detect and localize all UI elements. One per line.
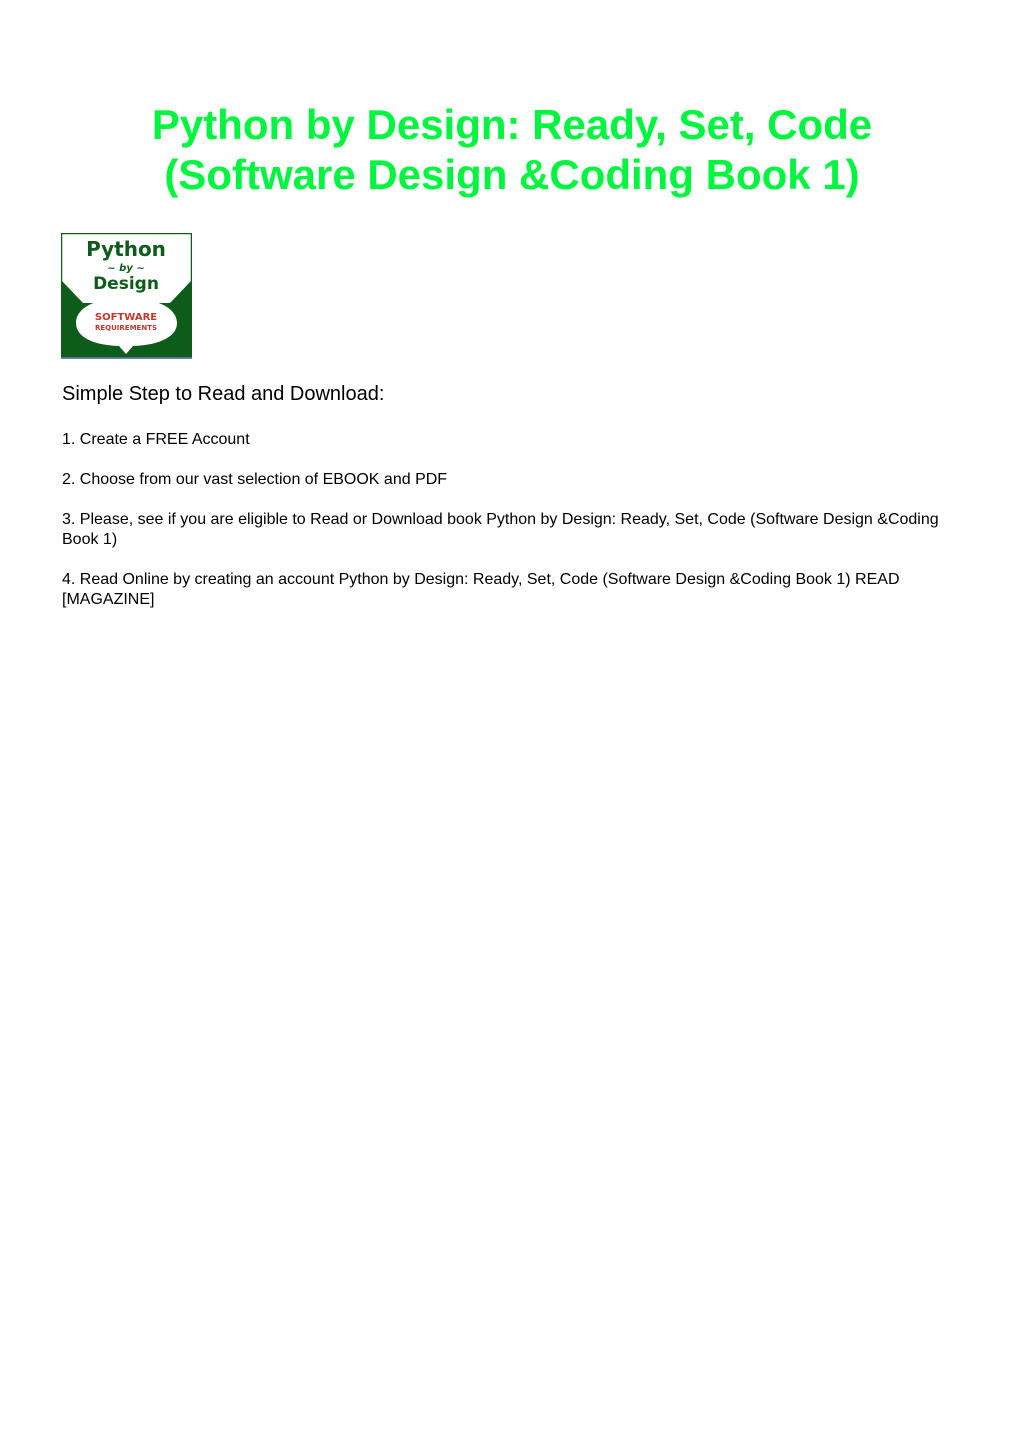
steps-list	[62, 430, 962, 630]
cover-title-by: ~ by ~	[107, 263, 145, 274]
step-3: 3. Please, see if you are eligible to Read or Download book Python by Design: Ready, Set, Code (Software Design &Coding Book 1)	[62, 511, 939, 548]
step-4: 4. Read Online by creating an account Python by Design: Ready, Set, Code (Software Design &Coding Book 1) READ [MAGAZINE]	[62, 571, 900, 608]
cover-badge-software: SOFTWARE	[94, 312, 158, 323]
section-subheading: Simple Step to Read and Download:	[62, 383, 385, 405]
cover-title-design: Design	[93, 274, 159, 294]
title-line-1: Python by Design: Ready, Set, Code	[151, 101, 873, 148]
book-cover-image	[61, 233, 192, 359]
page-title	[62, 100, 962, 200]
title-line-2: (Software Design &Coding Book 1)	[164, 151, 860, 198]
book-cover-graphic	[61, 233, 192, 359]
cover-badge-requirements: REQUIREMENTS	[94, 324, 158, 332]
step-1: 1. Create a FREE Account	[62, 431, 250, 448]
cover-title-python: Python	[86, 237, 166, 261]
step-2: 2. Choose from our vast selection of EBOOK and PDF	[62, 471, 448, 488]
